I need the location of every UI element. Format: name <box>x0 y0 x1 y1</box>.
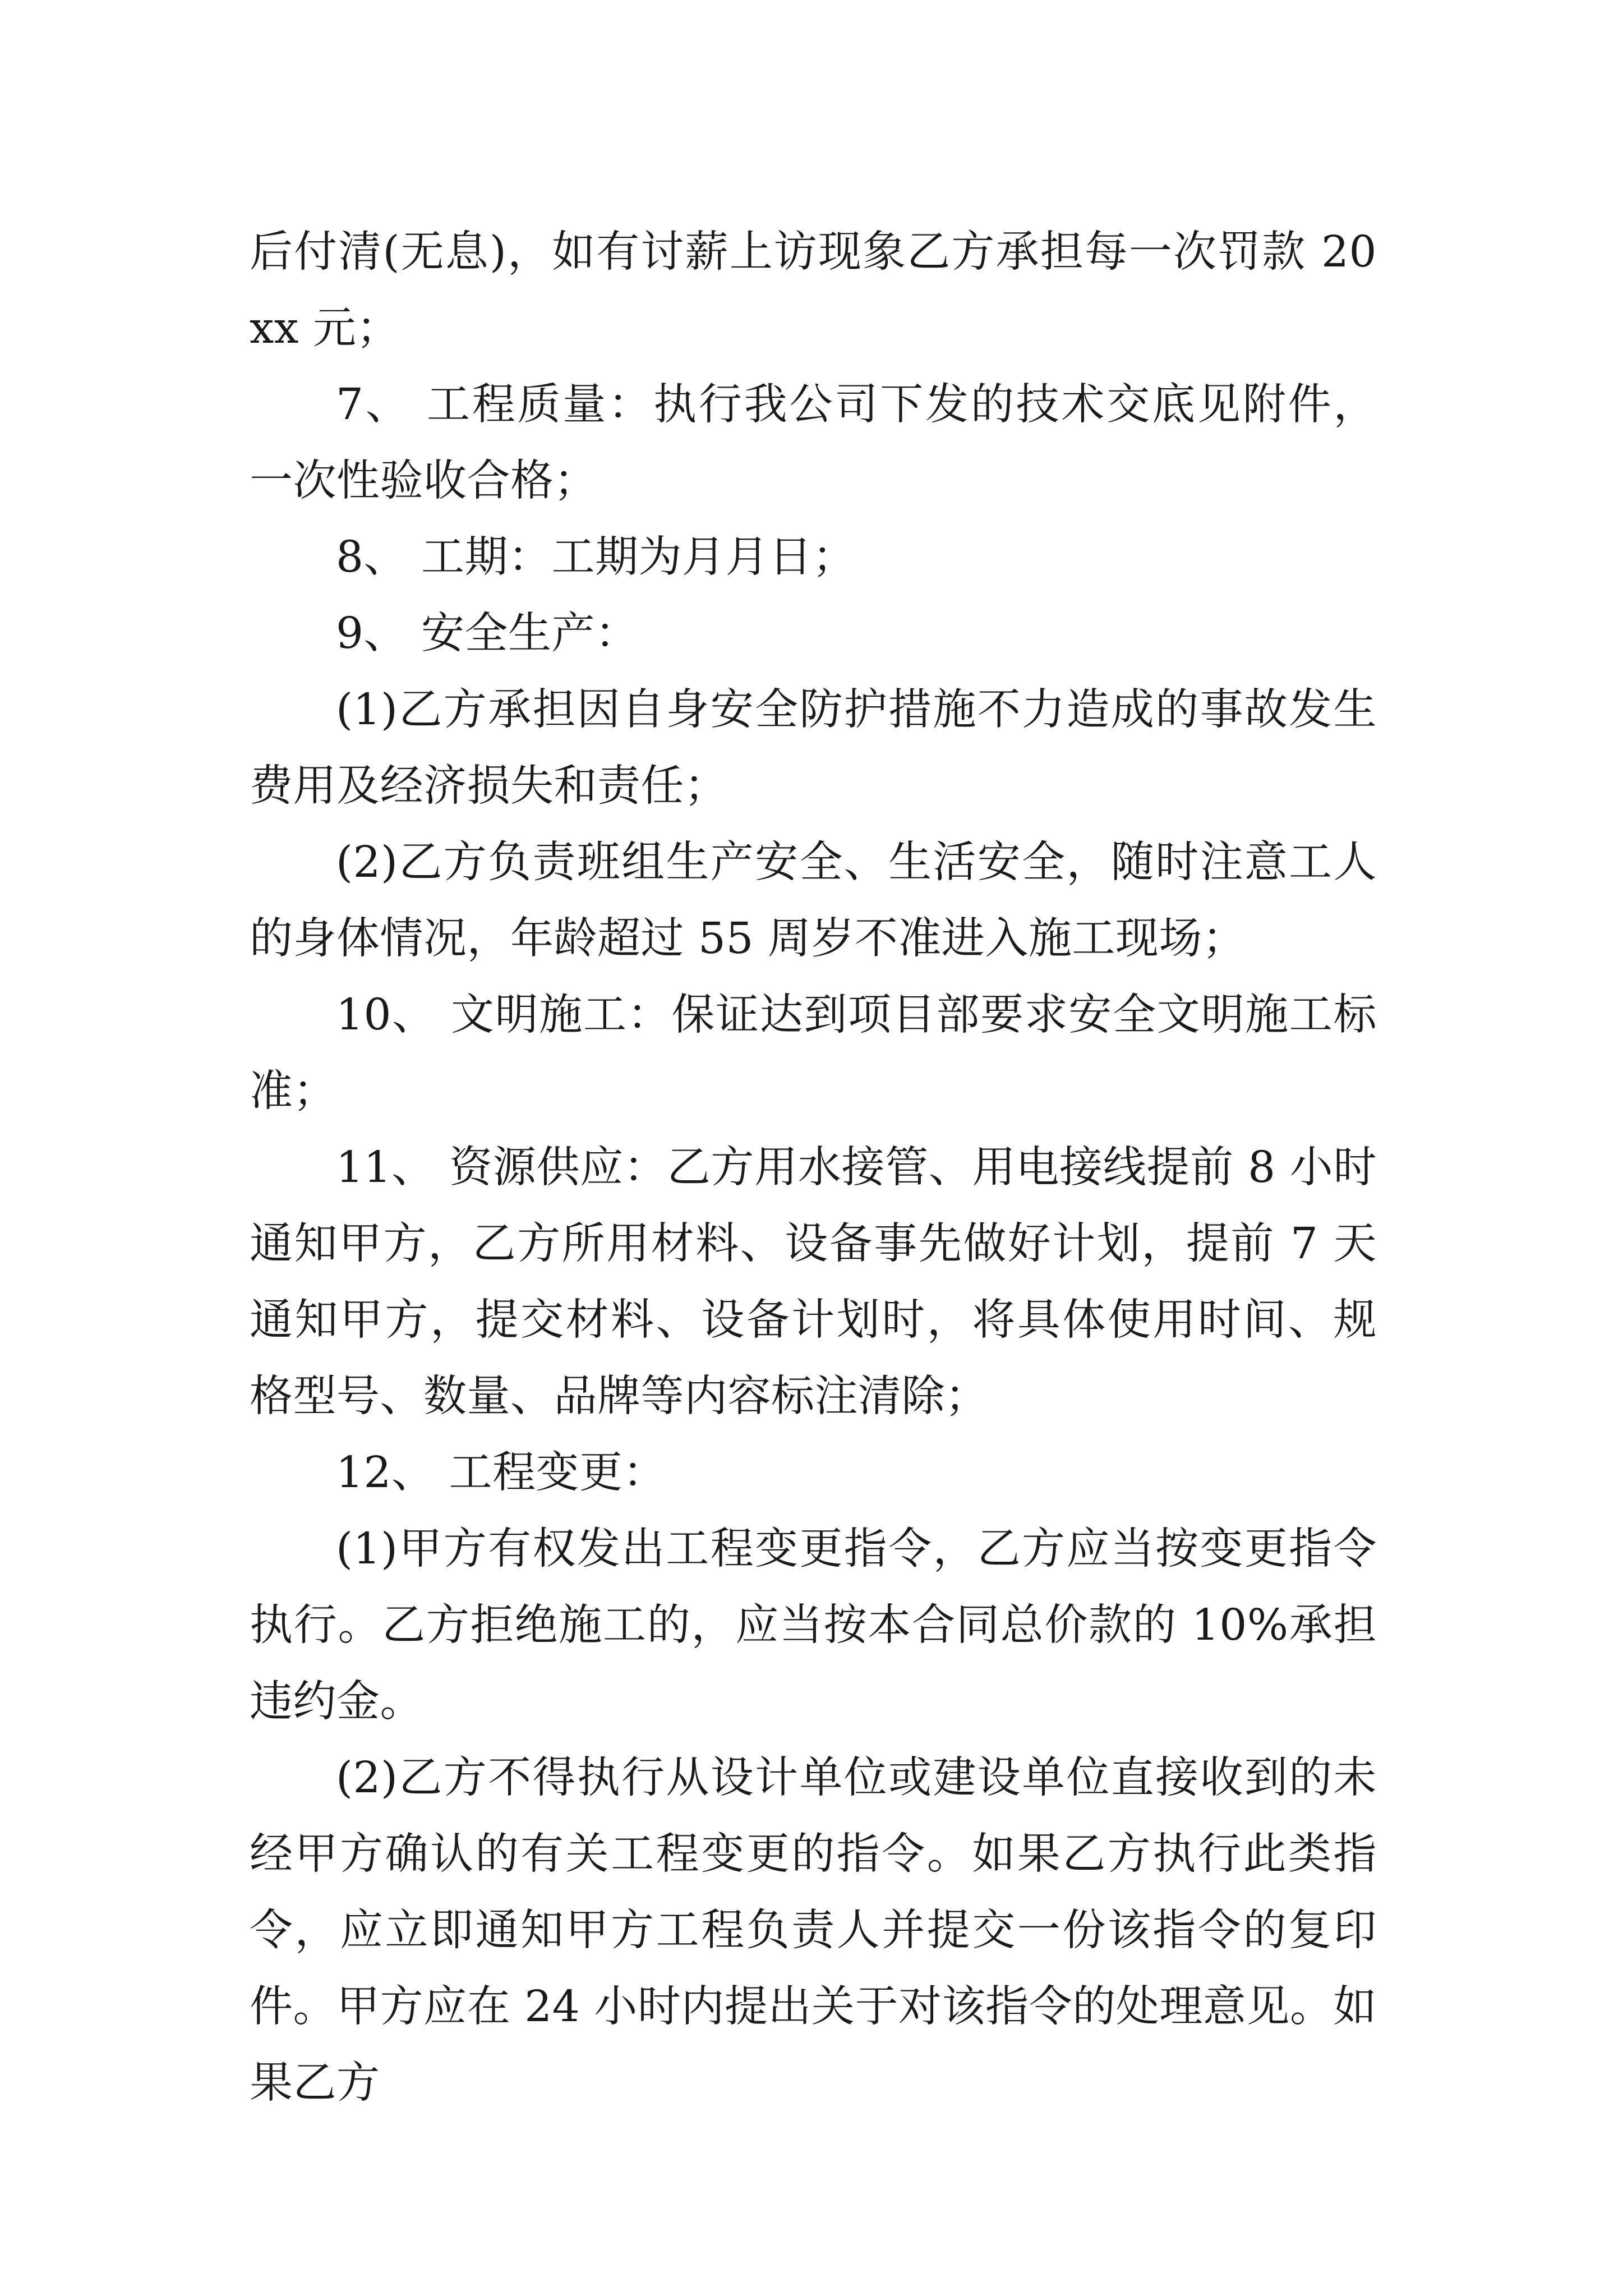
paragraph-6: (2)乙方负责班组生产安全、生活安全，随时注意工人的身体情况，年龄超过 55 周岁不准进入施工现场； <box>250 838 1377 964</box>
paragraph-4: 9、 安全生产： <box>336 609 639 659</box>
paragraph-10: (1)甲方有权发出工程变更指令，乙方应当按变更指令执行。乙方拒绝施工的，应当按本合同总价款的 10%承担违约金。 <box>250 1524 1377 1727</box>
paragraph-1: 后付清(无息)，如有讨薪上访现象乙方承担每一次罚款 20xx 元； <box>250 227 1377 353</box>
paragraph-3: 8、 工期：工期为月月日； <box>336 532 856 582</box>
paragraph-8: 11、 资源供应：乙方用水接管、用电接线提前 8 小时通知甲方，乙方所用材料、设备事先做好计划，提前 7 天通知甲方，提交材料、设备计划时，将具体使用时间、规格型号、数量、品牌等内容标注清除； <box>250 1143 1377 1421</box>
paragraph-9: 12、 工程变更： <box>336 1448 666 1498</box>
paragraph-7: 10、 文明施工：保证达到项目部要求安全文明施工标准； <box>250 990 1377 1116</box>
paragraph-5: (1)乙方承担因自身安全防护措施不力造成的事故发生费用及经济损失和责任； <box>250 685 1377 811</box>
document-body <box>250 214 1377 2122</box>
paragraph-2: 7、 工程质量：执行我公司下发的技术交底见附件，一次性验收合格； <box>250 380 1377 506</box>
paragraph-11: (2)乙方不得执行从设计单位或建设单位直接收到的未经甲方确认的有关工程变更的指令。如果乙方执行此类指令，应立即通知甲方工程负责人并提交一份该指令的复印件。甲方应在 24 小时内提出关于对该指令的处理意见。如果乙方 <box>250 1753 1377 2108</box>
